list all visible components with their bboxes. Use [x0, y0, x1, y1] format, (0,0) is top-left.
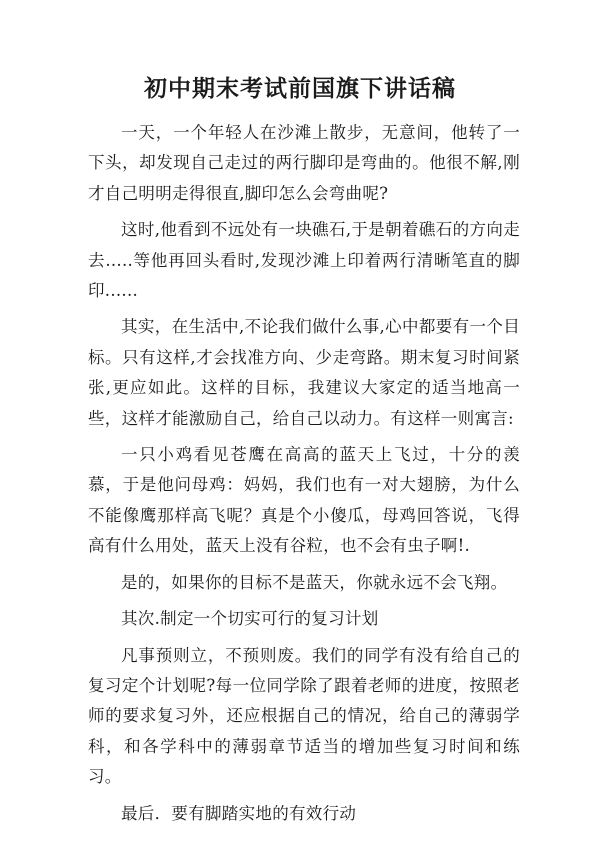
paragraph-7: 凡事预则立，不预则废。我们的同学有没有给自己的复习定个计划呢?每一位同学除了跟着老师的进度，按照老师的要求复习外，还应根据自己的情况，给自己的薄弱学科，和各学科中的薄弱章节适当的增加些复习时间和练习。 [88, 645, 520, 787]
paragraph-2: 这时,他看到不远处有一块礁石,于是朝着礁石的方向走去.....等他再回头看时,发现沙滩上印着两行清晰笔直的脚印...... [88, 220, 520, 301]
document-body [88, 118, 520, 835]
paragraph-1: 一天，一个年轻人在沙滩上散步，无意间，他转了一下头，却发现自己走过的两行脚印是弯曲的。他很不解,刚才自己明明走得很直,脚印怎么会弯曲呢? [88, 123, 520, 203]
paragraph-4: 一只小鸡看见苍鹰在高高的蓝天上飞过，十分的羡慕，于是他问母鸡：妈妈，我们也有一对大翅膀，为什么不能像鹰那样高飞呢？真是个小傻瓜，母鸡回答说，飞得高有什么用处，蓝天上没有谷粒，也不会有虫子啊!. [88, 445, 520, 556]
section-heading-2: 其次.制定一个切实可行的复习计划 [121, 609, 379, 629]
paragraph-3: 其实，在生活中,不论我们做什么事,心中都要有一个目标。只有这样,才会找准方向、少走弯路。期末复习时间紧张,更应如此。这样的目标，我建议大家定的适当地高一些，这样才能激励自己，给自己以动力。有这样一则寓言: [88, 317, 520, 428]
section-heading-3: 最后．要有脚踏实地的有效行动 [121, 803, 357, 823]
paragraph-5: 是的，如果你的目标不是蓝天，你就永远不会飞翔。 [121, 572, 508, 592]
document-title: 初中期末考试前国旗下讲话稿 [144, 75, 456, 102]
